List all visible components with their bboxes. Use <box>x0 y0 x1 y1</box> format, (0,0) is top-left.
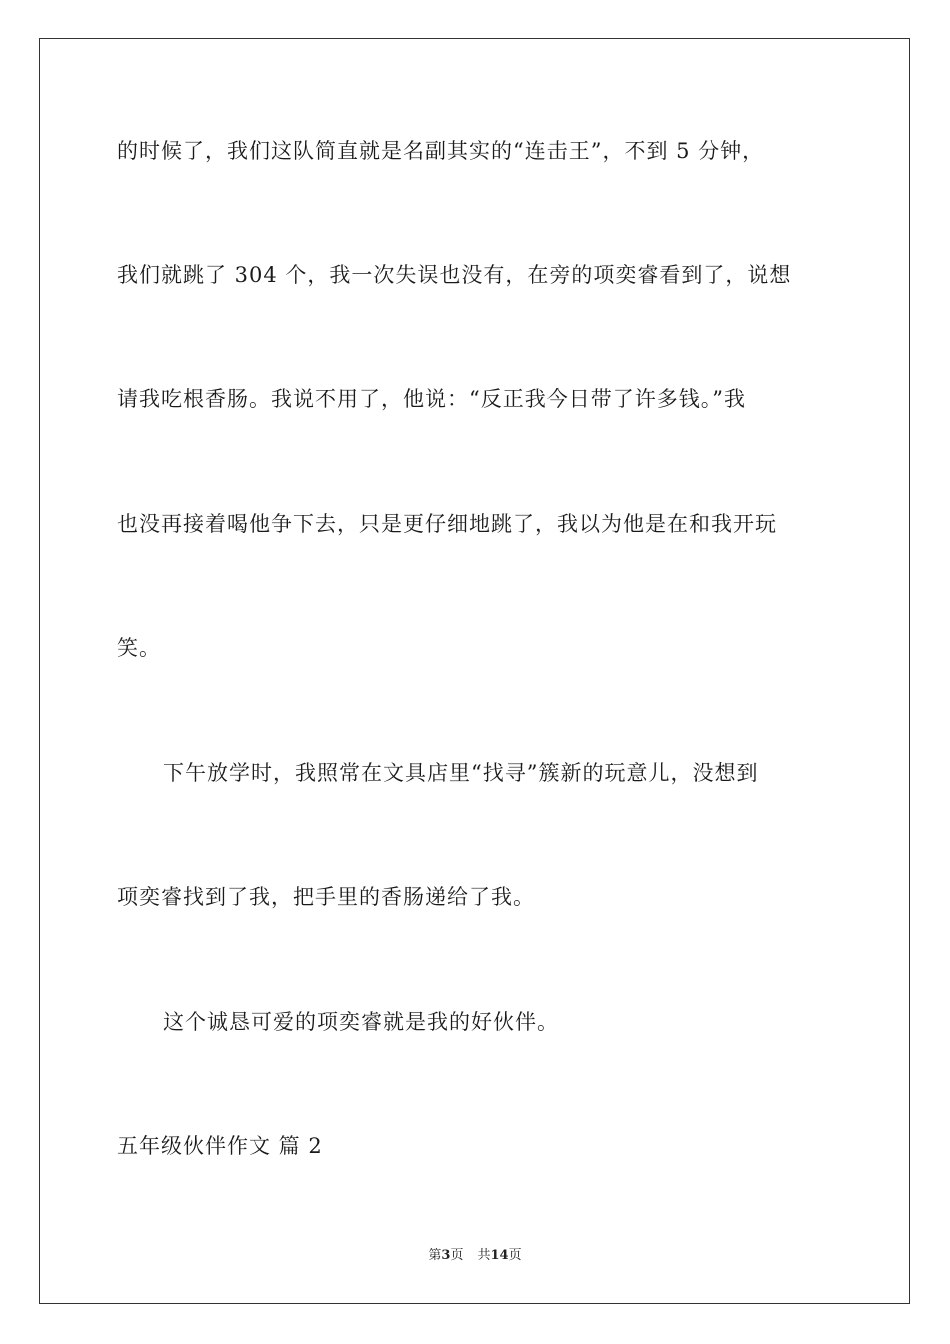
footer-page-total: 14 <box>490 1248 509 1263</box>
section-heading: 五年级伙伴作文 篇 2 <box>117 1134 323 1158</box>
page-border <box>39 38 910 1304</box>
body-line-3: 请我吃根香肠。我说不用了，他说：“反正我今日带了许多钱。”我 <box>117 387 746 411</box>
footer-page-suffix: 页 <box>450 1248 464 1263</box>
footer-total-suffix: 页 <box>508 1248 522 1263</box>
body-line-1: 的时候了，我们这队简直就是名副其实的“连击王”，不到 5 分钟， <box>117 139 765 163</box>
footer-total-prefix: 共 <box>477 1248 491 1263</box>
paragraph-3-line-1: 这个诚恳可爱的项奕睿就是我的好伙伴。 <box>163 1010 559 1034</box>
body-line-4: 也没再接着喝他争下去，只是更仔细地跳了，我以为他是在和我开玩 <box>117 512 777 536</box>
paragraph-2-line-1: 下午放学时，我照常在文具店里“找寻”簇新的玩意儿，没想到 <box>163 761 759 785</box>
footer-page-prefix: 第 <box>428 1248 442 1263</box>
footer-page-current: 3 <box>441 1248 451 1263</box>
body-line-5: 笑。 <box>117 636 161 660</box>
paragraph-2-line-2: 项奕睿找到了我，把手里的香肠递给了我。 <box>117 885 535 909</box>
page-footer <box>0 1246 950 1266</box>
body-line-2: 我们就跳了 304 个，我一次失误也没有，在旁的项奕睿看到了，说想 <box>117 263 792 287</box>
